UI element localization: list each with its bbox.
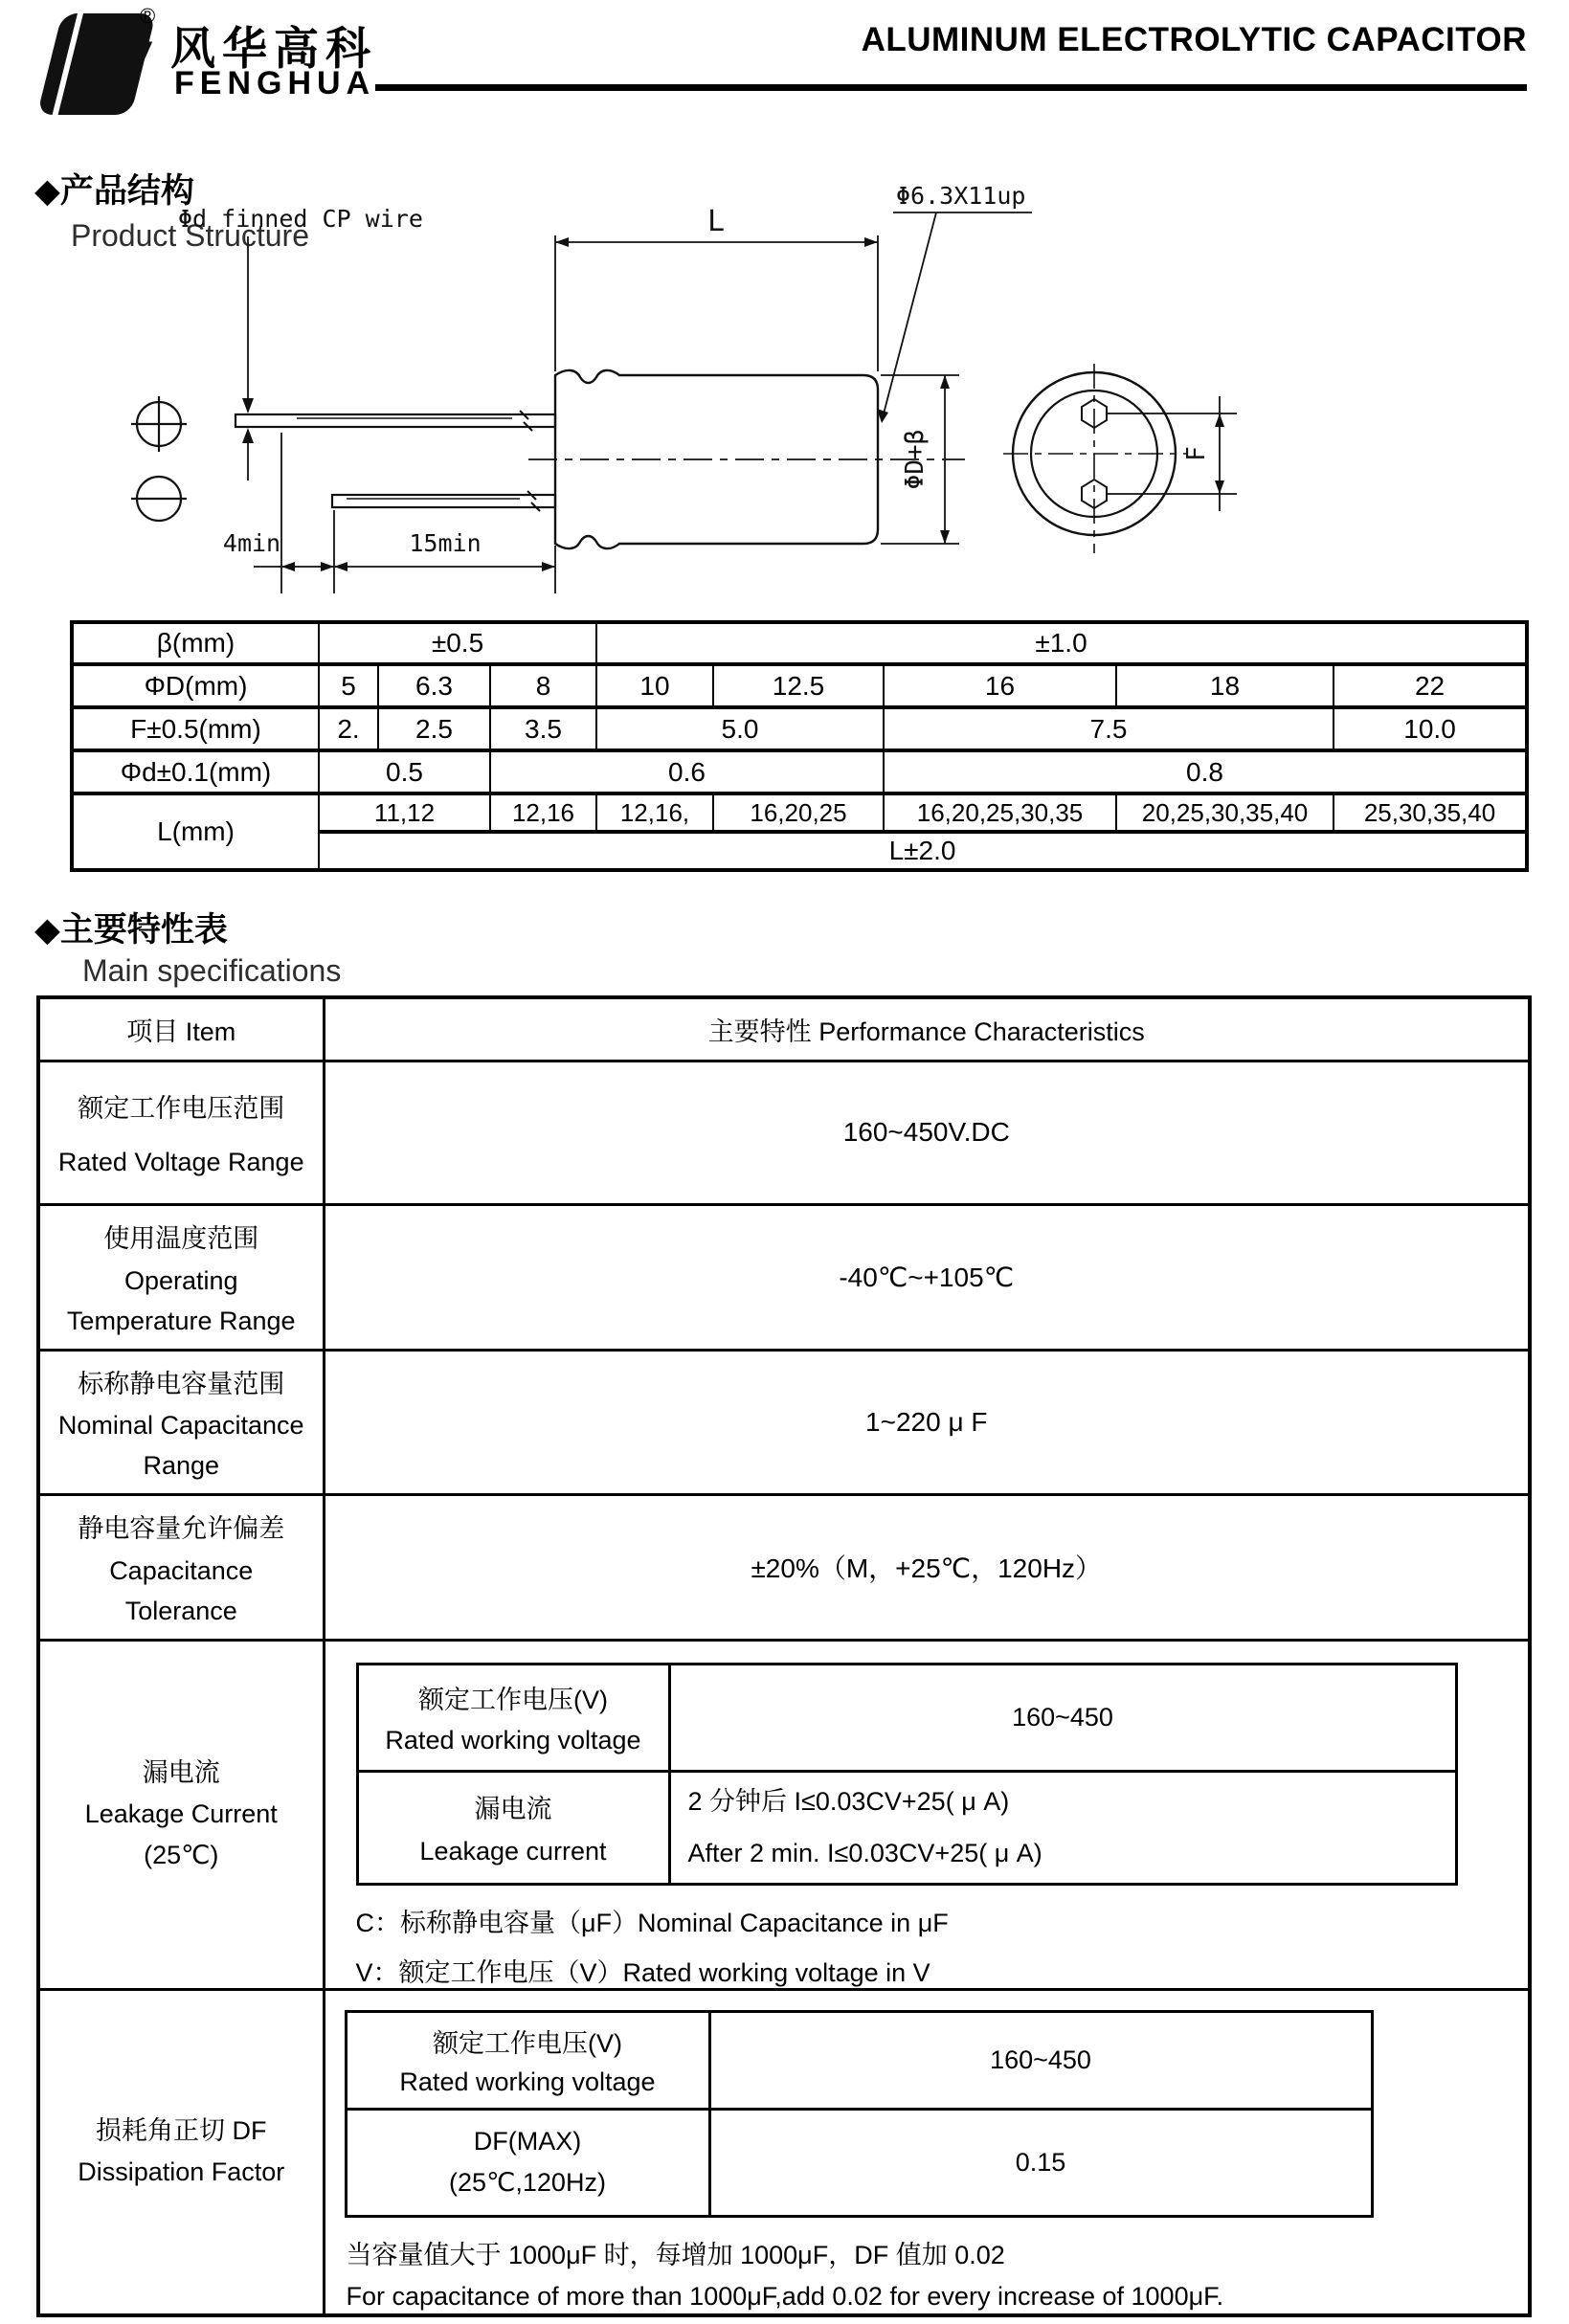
table-row (357, 1771, 1456, 1884)
cell: 8 (490, 664, 596, 707)
page-title: ALUMINUM ELECTROLYTIC CAPACITOR (861, 21, 1527, 58)
label-line: Rated Voltage Range (57, 1147, 304, 1176)
lower-lead (332, 491, 555, 511)
row-label (38, 1989, 324, 2315)
dissipation-factor-cell (324, 1989, 1530, 2315)
label-line: Dissipation Factor (78, 2157, 285, 2187)
table-row (357, 1664, 1456, 1771)
df-note-cn: 当容量值大于 1000μF 时，每增加 1000μF，DF 值加 0.02 (346, 2240, 1005, 2269)
row-label (346, 2109, 709, 2216)
cell: 11,12 (319, 793, 490, 832)
table-row (38, 1204, 1530, 1350)
leakage-note-v: V：额定工作电压（V）Rated working voltage in V (355, 1957, 930, 1987)
cell: ±1.0 (596, 622, 1527, 664)
df-nested-table (345, 2010, 1374, 2218)
cell: 20,25,30,35,40 (1116, 793, 1334, 832)
cell: 3.5 (490, 707, 596, 750)
dim-4min-label: 4min (222, 529, 281, 557)
table-row (72, 664, 1527, 707)
upper-lead (235, 411, 555, 431)
wire-leader (242, 236, 254, 480)
cell: 12,16, (596, 793, 713, 832)
leakage-nested-table (356, 1663, 1458, 1886)
row-label: F±0.5(mm) (72, 707, 319, 750)
cell: 0.6 (490, 750, 884, 793)
cell: L±2.0 (319, 832, 1527, 870)
col-header-item: 项目 Item (38, 997, 324, 1061)
leakage-formula-cell (669, 1771, 1456, 1884)
row-label: L(mm) (72, 793, 319, 870)
sleeve-leader (877, 212, 1032, 423)
label-line: Rated working voltage (385, 1726, 641, 1754)
table-row (346, 2011, 1372, 2109)
capacitance-range-value: 1~220 μ F (324, 1350, 1530, 1494)
label-line: 使用温度范围 (103, 1224, 259, 1254)
table-row (346, 2109, 1372, 2216)
cell: 10.0 (1334, 707, 1527, 750)
cell: 12,16 (490, 793, 596, 832)
table-row (38, 1640, 1530, 1989)
cell: 10 (596, 664, 713, 707)
brand-name-cn: 风华高科 (170, 23, 377, 74)
label-line: Leakage current (419, 1837, 607, 1866)
svg-text:fH: fH (52, 29, 156, 109)
label-line: Temperature Range (66, 1306, 296, 1335)
leakage-current-cell (324, 1640, 1530, 1989)
cell: 16,20,25 (713, 793, 884, 832)
label-line: DF(MAX) (473, 2126, 582, 2156)
capacitance-tolerance-value: ±20%（M，+25℃，120Hz） (324, 1494, 1530, 1640)
cell: 2.5 (378, 707, 490, 750)
table-row (38, 1989, 1530, 2315)
df-note-en: For capacitance of more than 1000μF,add 0.02 for every increase of 1000μF. (346, 2281, 1224, 2311)
capacitor-end-view (1003, 364, 1187, 553)
registered-mark: ® (140, 4, 156, 28)
section-main-specs-cn: ◆主要特性表 (34, 911, 228, 949)
label-line: 漏电流 (142, 1757, 220, 1787)
label-line: 额定工作电压范围 (78, 1094, 285, 1124)
section-main-specs-en: Main specifications (82, 953, 342, 988)
row-label (38, 1640, 324, 1989)
plus-terminal-icon (131, 396, 187, 452)
table-row (38, 1494, 1530, 1640)
dimensions-table (70, 620, 1529, 872)
cell: 2. (319, 707, 378, 750)
label-line: Nominal Capacitance (57, 1411, 304, 1440)
table-row (72, 750, 1527, 793)
title-underline (375, 84, 1527, 91)
row-label (38, 1204, 324, 1350)
row-label (38, 1350, 324, 1494)
table-row (38, 1350, 1530, 1494)
cell: 0.8 (884, 750, 1527, 793)
row-label (357, 1664, 669, 1771)
row-label (357, 1771, 669, 1884)
label-line: 漏电流 (474, 1795, 552, 1823)
capacitor-drawing (0, 153, 1569, 632)
formula-line: After 2 min. I≤0.03CV+25( μ A) (687, 1839, 1042, 1867)
row-label: Φd±0.1(mm) (72, 750, 319, 793)
label-line: Operating (123, 1265, 238, 1295)
df-voltage-value: 160~450 (709, 2011, 1372, 2109)
label-line: Range (143, 1451, 220, 1481)
formula-line: 2 分钟后 I≤0.03CV+25( μ A) (687, 1787, 1010, 1816)
dim-15min-label: 15min (409, 529, 482, 557)
row-label (346, 2011, 709, 2109)
table-row (72, 622, 1527, 664)
cell: 5 (319, 664, 378, 707)
wire-label: Φd finned CP wire (178, 205, 423, 233)
label-line: 静电容量允许偏差 (78, 1514, 285, 1544)
label-line: Rated working voltage (399, 2067, 656, 2096)
section-product-structure-cn: ◆产品结构 (34, 172, 194, 210)
table-row (38, 1061, 1530, 1204)
label-line: (25℃) (144, 1841, 219, 1870)
cell: 16,20,25,30,35 (884, 793, 1116, 832)
row-label (38, 1061, 324, 1204)
row-label (38, 1494, 324, 1640)
label-line: 标称静电容量范围 (78, 1369, 285, 1398)
length-label: L (706, 205, 726, 238)
cell: 16 (884, 664, 1116, 707)
specifications-table (36, 995, 1532, 2317)
label-line: 额定工作电压(V) (418, 1686, 608, 1714)
f-dim-label: F (1182, 446, 1211, 461)
col-header-performance: 主要特性 Performance Characteristics (324, 997, 1530, 1061)
cell: 22 (1334, 664, 1527, 707)
leakage-note-c: C：标称静电容量（μF）Nominal Capacitance in μF (355, 1908, 949, 1937)
label-line: Tolerance (124, 1596, 237, 1625)
length-dimension (555, 235, 878, 371)
table-row (72, 707, 1527, 750)
cell: 12.5 (713, 664, 884, 707)
leakage-voltage-value: 160~450 (669, 1664, 1456, 1771)
brand-name-en: FENGHUA (174, 65, 376, 101)
temperature-range-value: -40℃~+105℃ (324, 1204, 1530, 1350)
rated-voltage-value: 160~450V.DC (324, 1061, 1530, 1204)
cell: ±0.5 (319, 622, 596, 664)
cell: 0.5 (319, 750, 490, 793)
label-line: Capacitance (109, 1555, 254, 1585)
table-row (38, 997, 1530, 1061)
table-row (72, 793, 1527, 832)
df-max-value: 0.15 (709, 2109, 1372, 2216)
row-label: β(mm) (72, 622, 319, 664)
label-line: (25℃,120Hz) (449, 2168, 606, 2198)
label-line: 损耗角正切 DF (96, 2116, 267, 2146)
cell: 6.3 (378, 664, 490, 707)
lead-dimensions (254, 433, 555, 593)
cell: 18 (1116, 664, 1334, 707)
diameter-label: ΦD+β (901, 429, 930, 490)
cell: 5.0 (596, 707, 884, 750)
label-line: 额定工作电压(V) (433, 2029, 622, 2059)
cell: 7.5 (884, 707, 1334, 750)
row-label: ΦD(mm) (72, 664, 319, 707)
sleeve-label: Φ6.3X11up (896, 182, 1026, 210)
section-product-structure-en: Product Structure (71, 218, 309, 253)
label-line: Leakage Current (84, 1799, 278, 1828)
cell: 25,30,35,40 (1334, 793, 1527, 832)
minus-terminal-icon (131, 477, 187, 521)
